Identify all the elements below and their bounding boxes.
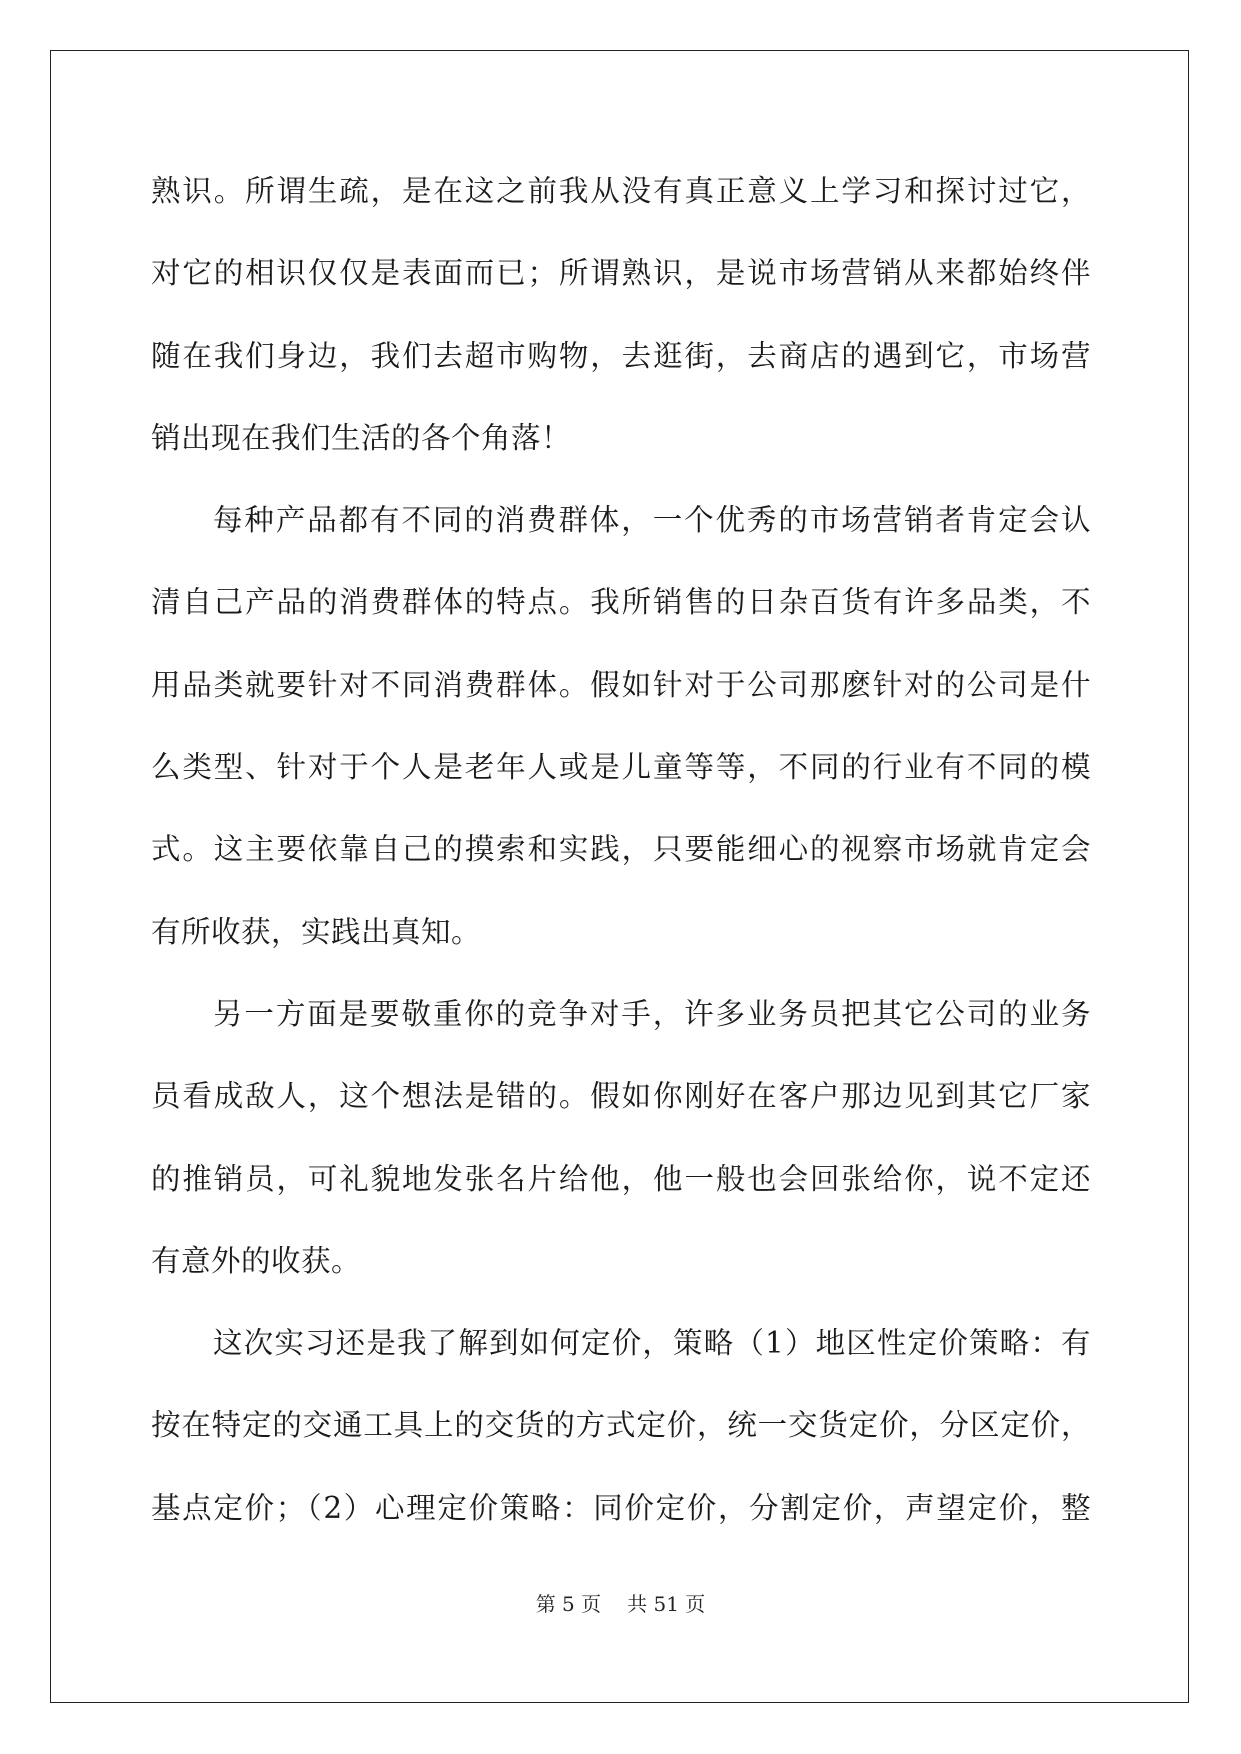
text-line: 有所收获，实践出真知。 [151, 914, 482, 949]
paragraph-start-line: 另一方面是要敬重你的竞争对手，许多业务员把其它公司的业务 [213, 996, 1091, 1031]
text-line: 清自己产品的消费群体的特点。我所销售的日杂百货有许多品类，不 [151, 585, 1091, 620]
text-line: 用品类就要针对不同消费群体。假如针对于公司那麽针对的公司是什 [151, 667, 1091, 702]
text-line: 对它的相识仅仅是表面而已；所谓熟识，是说市场营销从来都始终伴 [151, 256, 1091, 291]
document-body [151, 150, 1091, 1549]
total-pages: 共 51 页 [627, 1592, 706, 1616]
page-number: 第 5 页 [535, 1592, 602, 1616]
paragraph-start-line: 这次实习还是我了解到如何定价，策略（1）地区性定价策略：有 [213, 1326, 1091, 1361]
text-line: 按在特定的交通工具上的交货的方式定价，统一交货定价，分区定价， [151, 1408, 1091, 1443]
text-line: 式。这主要依靠自己的摸索和实践，只要能细心的视察市场就肯定会 [151, 832, 1091, 867]
text-line: 的推销员，可礼貌地发张名片给他，他一般也会回张给你，说不定还 [151, 1161, 1091, 1196]
text-line: 销出现在我们生活的各个角落！ [151, 420, 572, 455]
text-line: 基点定价；（2）心理定价策略：同价定价，分割定价，声望定价，整 [151, 1490, 1091, 1525]
paragraph-start-line: 每种产品都有不同的消费群体，一个优秀的市场营销者肯定会认 [213, 503, 1091, 538]
text-line: 么类型、针对于个人是老年人或是儿童等等，不同的行业有不同的模 [151, 750, 1091, 785]
text-line: 熟识。所谓生疏，是在这之前我从没有真正意义上学习和探讨过它， [151, 174, 1091, 208]
page-footer [0, 1592, 1241, 1616]
text-line: 有意外的收获。 [151, 1243, 362, 1278]
text-line: 员看成敌人，这个想法是错的。假如你刚好在客户那边见到其它厂家 [151, 1079, 1091, 1114]
text-line: 随在我们身边，我们去超市购物，去逛街，去商店的遇到它，市场营 [151, 338, 1091, 373]
